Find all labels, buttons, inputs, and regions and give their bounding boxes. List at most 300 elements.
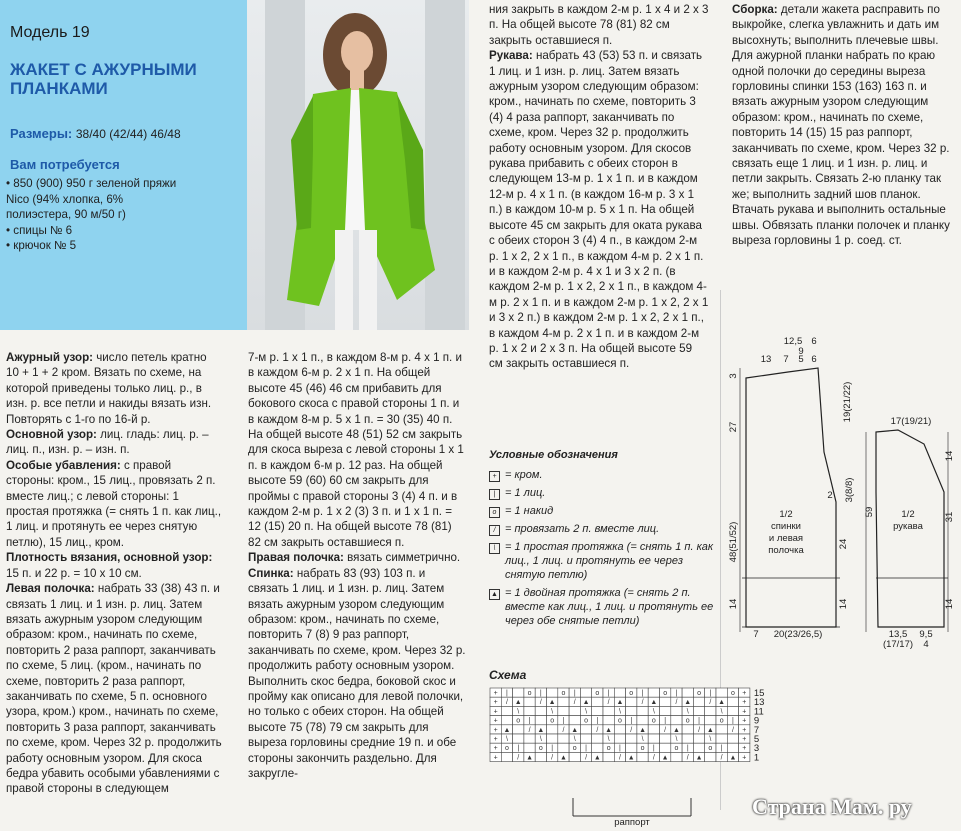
scheme-stitch-mark: | [517,745,520,753]
paragraph-heading: Плотность вязания, основной узор: [6,551,213,565]
scheme-stitch-mark: \ [652,708,655,716]
scheme-stitch-mark: o [663,690,668,697]
scheme-stitch-mark: / [720,754,723,762]
scheme-cell [660,734,671,743]
legend-text: = 1 накид [505,505,554,517]
scheme-row-label: 7 [753,724,760,736]
scheme-cell [547,688,558,697]
scheme-stitch-mark: \ [641,736,644,743]
paragraph-text: 15 п. и 22 р. = 10 х 10 см. [6,566,142,580]
pattern-dimension: 19(21/22) [842,381,853,423]
scheme-stitch-mark: / [585,754,588,762]
scheme-stitch-mark: / [551,754,554,762]
scheme-stitch-mark: ▲ [605,726,613,734]
pattern-dimension: 12,5 [783,336,803,347]
text-column-2 [248,350,466,781]
scheme-stitch-mark: ▲ [718,699,726,707]
needs-item: • 850 (900) 950 г зеленой пряжи [6,177,177,190]
scheme-stitch-mark: | [720,745,723,753]
legend-items [489,468,714,628]
scheme-cell [626,743,637,752]
scheme-cell [727,743,738,752]
scheme-stitch-mark: | [506,690,508,697]
model-number: Модель 19 [10,24,90,41]
pattern-dimension: и левая [768,533,804,544]
text-column-4 [732,2,954,249]
scheme-stitch-mark: o [697,690,702,697]
scheme-stitch-mark: | [630,717,633,725]
scheme-stitch-mark: ▲ [684,699,692,707]
scheme-edge-mark: + [742,754,747,762]
needs-item: Nico (94% хлопка, 6% [6,192,124,206]
sizes-value: 38/40 (42/44) 46/48 [75,127,181,141]
scheme-row-label: 9 [753,715,760,727]
scheme-stitch-mark: | [528,717,531,725]
scheme-cell [603,752,614,761]
scheme-stitch-mark: o [640,745,645,753]
scheme-cell [569,706,580,715]
scheme-cell [513,725,524,734]
scheme-cell [705,706,716,715]
pattern-dimension: 31 [944,511,955,523]
paragraph [248,550,466,565]
scheme-stitch-mark: o [504,745,509,753]
paragraph-heading: Рукава: [489,49,533,63]
paragraph-text: набрать 33 (38) 43 п. и связать 1 лиц. и 1 изн. р. лиц. Затем вязать ажурным узором следующим образом: кром., начинать по схеме, повторить 2 раза раппорт, заканчивать по схеме, 5 лиц. (кром., начинать по схеме, повторить 2 раза раппорт, заканчивать по схеме, 5 п. основного узора, кром.) кром., начинать по схеме, повторить 3 раза раппорт, заканчивать по схеме, кром. Через 32 р. продолжить работу основным узором. Для скоса бедра убавить особыми убавлениями с правой стороны в следующем [6,582,222,796]
scheme-cell [580,688,591,697]
scheme-row-label: 1 [753,752,760,764]
scheme-stitch-mark: | [562,717,565,725]
scheme-cell [682,725,693,734]
scheme-cell [705,752,716,761]
scheme-cell [727,734,738,743]
scheme-stitch-mark: / [675,699,678,707]
text-column-1 [6,350,222,797]
scheme-cell [535,706,546,715]
scheme-stitch-mark: | [551,745,554,753]
scheme-stitch-mark: o [730,690,735,697]
pattern-dimension: 3 [728,373,739,379]
legend-symbol-icon: ▲ [489,589,500,600]
scheme-stitch-mark: | [619,745,621,753]
paragraph-heading: Ажурный узор: [6,351,94,364]
scheme-stitch-mark: o [561,690,566,697]
scheme-cell [693,697,704,706]
scheme-cell [547,734,558,743]
pattern-dimension: 14 [838,598,849,610]
scheme-stitch-mark: \ [551,708,554,716]
pattern-dimension: 4 [923,639,929,650]
scheme-cell [626,734,637,743]
scheme-stitch-mark: o [527,690,532,697]
scheme-stitch-mark: ▲ [593,754,601,762]
scheme-cell [547,725,558,734]
back-piece-outline [746,368,836,627]
scheme-stitch-mark: ▲ [503,726,511,734]
legend-text: = кром. [505,469,543,481]
legend-item [489,522,714,536]
sizes-label: Размеры: [10,126,73,141]
paragraph-heading: Особые убавления: [6,458,121,472]
pattern-dimension: 6 [811,336,817,347]
scheme-stitch-mark: o [685,717,690,725]
scheme-cell [524,734,535,743]
scheme-stitch-mark: / [698,726,701,734]
scheme-stitch-mark: o [708,745,713,753]
pattern-dimension: 9 [798,346,804,357]
pattern-dimension: 7 [753,629,759,640]
paragraph [248,566,466,782]
scheme-cell [614,734,625,743]
scheme-edge-mark: + [493,717,498,725]
scheme-stitch-mark: o [595,690,600,697]
scheme-stitch-mark: o [550,717,555,725]
text-column-3 [489,2,709,372]
legend-symbol-icon: \ [489,543,500,554]
pattern-dimension: 27 [728,421,739,433]
scheme-stitch-mark: o [606,745,611,753]
scheme-stitch-mark: ▲ [616,699,624,707]
scheme-edge-mark: + [493,699,498,707]
scheme-cell [637,706,648,715]
legend-item [489,468,714,482]
scheme-stitch-mark: \ [573,736,576,743]
pattern-dimension: 9,5 [919,629,933,640]
scheme-cell [569,716,580,725]
scheme-stitch-mark: / [618,754,621,762]
scheme-stitch-mark: | [686,745,689,753]
scheme-stitch-mark: | [641,690,644,697]
info-panel [0,0,247,330]
scheme-cell [558,734,569,743]
scheme-stitch-mark: ▲ [548,699,556,707]
scheme-cell [626,697,637,706]
page-title [10,60,197,98]
pattern-dimension: полочка [768,545,804,556]
scheme-cell [558,706,569,715]
scheme-cell [648,734,659,743]
pattern-dimension: 59 [864,506,875,518]
legend-item [489,540,714,582]
scheme-edge-mark: + [742,726,747,734]
scheme-stitch-mark: | [664,717,667,725]
legend-item [489,504,714,518]
pattern-dimension: 14 [944,450,955,462]
needs-item: • спицы № 6 [6,223,73,237]
scheme-stitch-mark: o [629,690,634,697]
scheme-stitch-mark: ▲ [571,726,579,734]
scheme-stitch-mark: / [539,699,542,707]
scheme-stitch-mark: o [719,717,724,725]
scheme-stitch-mark: | [596,717,599,725]
paragraph-text: с правой стороны: кром., 15 лиц., провязать 2 п. вместе лиц.; с левой стороны: 1 простая протяжка (= снять 1 п. как лиц., 1 лиц. и протянуть ее через снятую петлю), 15 лиц., кром. [6,458,222,549]
sizes [10,126,181,141]
scheme-cell [501,706,512,715]
scheme-edge-mark: + [493,754,498,762]
scheme-stitch-mark: o [572,745,577,753]
scheme-cell [648,688,659,697]
scheme-cell [501,716,512,725]
scheme-stitch-mark: o [617,717,622,725]
paragraph [6,458,222,550]
scheme-stitch-mark: | [573,690,576,697]
scheme-stitch-mark: \ [539,736,542,743]
scheme-stitch-mark: \ [585,708,588,716]
pattern-dimension: 1/2 [901,509,915,520]
paragraph-text: детали жакета расправить по выкройке, слегка увлажнить и дать им высохнуть; выполнить плечевые швы. Для ажурной планки набрать по краю одной полочки до середины выреза горловины спинки 153 (163) 163 п. и вязать ажурным узором следующим образом: кром., начинать по схеме, повторить 14 (15) 15 раз раппорт, заканчивать по схеме, кром. Через 32 р. связать еще 1 лиц. и 1 изн. р. лиц. и петли закрыть. Связать 2-ю планку так же; выполнить задний шов планок. Втачать рукава и выполнить остальные швы. Обвязать планки полочек и планку выреза горловины 1 р. соед. ст. [732,3,950,248]
scheme-cell [693,734,704,743]
scheme-cell [716,734,727,743]
paragraph [6,581,222,797]
paragraph-text: вязать симметрично. [343,551,461,565]
scheme-stitch-mark: | [585,745,587,753]
scheme-edge-mark: + [493,690,498,697]
scheme-row-label: 15 [753,688,765,699]
scheme-stitch-mark: \ [686,708,689,716]
legend-text: = провязать 2 п. вместе лиц. [505,523,660,535]
scheme-stitch-mark: \ [675,736,678,743]
paragraph [248,350,466,550]
knitting-scheme [488,686,780,826]
paragraph-heading: Правая полочка: [248,551,344,565]
scheme-stitch-mark: ▲ [729,754,737,762]
scheme-stitch-mark: / [686,754,689,762]
scheme-stitch-mark: / [596,726,599,734]
scheme-stitch-mark: \ [709,736,712,743]
legend-text: = 1 простая протяжка (= снять 1 п. как лиц., 1 лиц. и протянуть ее через снятую петлю) [505,541,714,581]
scheme-stitch-mark: o [651,717,656,725]
scheme-stitch-mark: ▲ [582,699,590,707]
watermark [752,794,912,820]
scheme-cell [513,734,524,743]
scheme-stitch-mark: o [584,717,589,725]
paragraph-text: набрать 83 (93) 103 п. и связать 1 лиц. и 1 изн. р. лиц. Затем вязать ажурным узором следующим образом: кром., начинать по схеме, повторить 7 (8) 9 раз раппорт, заканчивать по схеме, кром. Через 32 р. продолжить работу основным узором. Выполнить скос бедра, боковой скос и пройму как описано для левой полочки, но только с обеих сторон. На общей высоте 75 (78) 79 см закрыть для выреза горловины средние 19 п. и обе стороны закончить раздельно. Для закругле- [248,566,466,780]
scheme-cell [592,697,603,706]
scheme-cell [682,734,693,743]
scheme-stitch-mark: / [709,699,712,707]
title-line-2: ПЛАНКАМИ [10,79,108,98]
scheme-cell [569,752,580,761]
pattern-dimension: 13 [760,354,772,365]
paragraph-text: лиц. гладь: лиц. р. – лиц. п., изн. р. – изн. п. [6,428,209,457]
scheme-stitch-mark: \ [517,708,520,716]
scheme-stitch-mark: o [538,745,543,753]
scheme-cell [693,743,704,752]
needs-item: • крючок № 5 [6,239,77,252]
scheme-edge-mark: + [493,745,498,753]
pattern-dimension: 6 [811,354,817,365]
pattern-dimension: 20(23/26,5) [773,629,823,640]
scheme-stitch-mark: ▲ [514,699,522,707]
scheme-cell [614,688,625,697]
scheme-stitch-mark: | [675,690,678,697]
scheme-stitch-mark: ▲ [627,754,635,762]
scheme-cell [637,716,648,725]
scheme-cell [660,743,671,752]
scheme-cell [592,734,603,743]
scheme-cell [524,743,535,752]
scheme-cell [614,725,625,734]
scheme-cell [727,706,738,715]
legend-item [489,586,714,628]
scheme-stitch-mark: / [573,699,576,707]
legend-symbol-icon: | [489,489,500,500]
scheme-cell [671,752,682,761]
scheme-cell [535,752,546,761]
scheme-cell [580,734,591,743]
scheme-stitch-mark: \ [720,708,723,716]
scheme-cell [603,706,614,715]
scheme-stitch-mark: o [674,745,679,753]
scheme-cell [648,725,659,734]
scheme-cell [592,706,603,715]
scheme-edge-mark: + [493,708,498,716]
paragraph-heading: Левая полочка: [6,582,95,596]
scheme-cell [558,743,569,752]
title-line-1: ЖАКЕТ С АЖУРНЫМИ [10,60,197,79]
scheme-stitch-mark: | [698,717,700,725]
scheme-edge-mark: + [742,708,747,716]
legend-text: = 1 двойная протяжка (= снять 2 п. вместе как лиц., 1 лиц. и протянуть ее через обе снятые петли) [505,587,714,627]
scheme-cell [524,697,535,706]
scheme-row-label: 13 [753,697,765,709]
paragraph [489,2,709,48]
paragraph-heading: Спинка: [248,566,294,580]
scheme-cell [727,697,738,706]
scheme-stitch-mark: ▲ [672,726,680,734]
scheme-row-label: 3 [753,743,760,755]
scheme-stitch-mark: / [731,726,734,734]
scheme-edge-mark: + [742,717,747,725]
paragraph [732,2,954,249]
scheme-stitch-mark: \ [618,708,621,716]
paragraph [6,427,222,458]
watermark-text: Страна Мам [752,794,878,819]
scheme-cell [580,725,591,734]
scheme-cell [671,706,682,715]
paragraph-heading: Сборка: [732,3,778,16]
legend-title: Условные обозначения [489,449,618,461]
scheme-stitch-mark: | [539,690,542,697]
pattern-dimension: (17/17) [882,639,914,650]
scheme-stitch-mark: | [652,745,655,753]
scheme-stitch-mark: ▲ [661,754,669,762]
paragraph [6,550,222,581]
scheme-stitch-mark: ▲ [537,726,545,734]
scheme-cell [660,697,671,706]
scheme-stitch-mark: ▲ [706,726,714,734]
jacket-figure [247,0,469,330]
scheme-stitch-mark: / [562,726,565,734]
scheme-stitch-mark: | [732,717,734,725]
scheme-edge-mark: + [742,736,747,743]
legend-symbol-icon: / [489,525,500,536]
legend [489,448,714,632]
scheme-cell [682,688,693,697]
scheme-stitch-mark: o [516,717,521,725]
scheme-edge-mark: + [493,736,498,743]
scheme-edge-mark: + [742,745,747,753]
watermark-suffix: . ру [877,794,912,819]
scheme-grid [488,686,780,826]
pattern-dimension: 3(8/8) [844,477,855,503]
garment-pattern [726,332,955,650]
legend-symbol-icon: o [489,507,500,518]
scheme-stitch-mark: / [517,754,520,762]
scheme-stitch-mark: ▲ [559,754,567,762]
scheme-stitch-mark: / [630,726,633,734]
pattern-dimension: 14 [944,598,955,610]
pattern-dimension: спинки [771,521,801,532]
scheme-cell [637,752,648,761]
paragraph-text: 7-м р. 1 х 1 п., в каждом 8-м р. 4 х 1 п. и в каждом 6-м р. 2 х 1 п. На общей высоте 45 (46) 46 см прибавить для бокового скоса с правой стороны 1 п. и в каждом 8-м р. 5 х 1 п. = 30 (35) 40 п. На общей высоте 48 (51) 52 см закрыть для скоса выреза с левой стороны 1 х 1 п. в каждом 6-м р. 12 раз. На общей высоте 59 (60) 60 см закрыть для проймы с правой стороны 3 (4) 4 п. и в каждом 2-м р. 1 х 2 (3) 3 п. и 1 х 1 п. = 12 (15) 20 п. На общей высоте 78 (81) 82 см закрыть оставшиеся п. [248,351,464,549]
scheme-stitch-mark: \ [607,736,610,743]
scheme-stitch-mark: | [709,690,712,697]
paragraph [489,48,709,372]
pattern-dimension: 14 [728,598,739,610]
paragraph-text: число петель кратно 10 + 1 + 2 кром. Вязать по схеме, на которой приведены только лиц. р., в изн. р. все петли и накиды вязать изн. Повторять с 1-го по 16-й р. [6,351,212,426]
legend-text: = 1 лиц. [505,487,546,499]
scheme-cell [513,688,524,697]
scheme-cell [716,725,727,734]
pattern-dimension: 48(51/52) [728,521,739,563]
legend-symbol-icon: + [489,471,500,482]
scheme-stitch-mark: / [505,699,508,707]
scheme-stitch-mark: / [641,699,644,707]
scheme-row-label: 5 [753,734,760,745]
scheme-stitch-mark: | [607,690,610,697]
scheme-stitch-mark: \ [505,736,508,743]
paragraph-text: набрать 43 (53) 53 п. и связать 1 лиц. и 1 изн. р. лиц. Затем вязать ажурным узором следующим образом: кром., начинать по схеме, повторить 3 (4) 4 раза раппорт, заканчивать по схеме, кром. Через 32 р. продолжить работу основным узором. Для скосов рукава прибавить с обеих сторон в следующем 13-м р. 1 х 1 п. и в каждом 12-м р. 4 х 1 п. (в каждом 16-м р. 3 х 1 п.) в каждом 10-м р. 5 х 1 п. На общей высоте 45 см закрыть для оката рукава с обеих сторон 3 (4) 4 п., в каждом 2-м р. 1 х 2, 2 х 1 п., в каждом 4-м р. 2 х 1 п. и в каждом 2-м р. 4 х 1 и 3 х 2 п. (в каждом 2-м р. 1 х 2, 2 х 1 п., в каждом 4-м р. 2 х 1 п. и в каждом 2-м р. 1 х 2, 2 х 1 и 3 х 2 п.) в каждом 2-м р. 1 х 2, 2 х 1 п., в каждом 4-м р. 2 х 1 п. и в каждом 2-м р. 1 х 2 и 2 х 3 п. На общей высоте 59 см закрыть оставшиеся п. [489,49,709,371]
paragraph [6,350,222,427]
scheme-edge-mark: + [742,699,747,707]
scheme-stitch-mark: ▲ [526,754,534,762]
pattern-dimension: 7 [783,354,789,365]
scheme-stitch-mark: / [652,754,655,762]
scheme-cell [524,706,535,715]
scheme-cell [671,716,682,725]
scheme-cell [535,716,546,725]
scheme-row-label: 11 [753,706,764,718]
scheme-cell [501,752,512,761]
scheme-edge-mark: + [493,726,498,734]
rapport-label: раппорт [614,817,650,828]
legend-item [489,486,714,500]
pattern-dimension: 24 [838,538,849,550]
pattern-dimension: 13,5 [888,629,908,640]
scheme-cell [558,697,569,706]
needs-item: полиэстера, 90 м/50 г) [6,208,126,221]
needs-list [6,176,176,254]
pattern-dimension: 17(19/21) [890,416,932,427]
scheme-stitch-mark: / [664,726,667,734]
scheme-edge-mark: + [742,690,747,697]
scheme-stitch-mark: ▲ [650,699,658,707]
scheme-stitch-mark: ▲ [695,754,703,762]
scheme-cell [626,706,637,715]
paragraph-heading: Основной узор: [6,428,97,442]
scheme-stitch-mark: ▲ [639,726,647,734]
scheme-cell [716,688,727,697]
scheme-cell [660,706,671,715]
needs-title: Вам потребуется [10,157,120,172]
pattern-dimension: 1/2 [779,509,793,520]
paragraph-text: ния закрыть в каждом 2-м р. 1 х 4 и 2 х 3 п. На общей высоте 78 (81) 82 см закрыть оставшиеся п. [489,3,709,47]
scheme-stitch-mark: / [528,726,531,734]
scheme-cell [603,716,614,725]
pattern-dimension: рукава [893,521,923,532]
scheme-cell [592,743,603,752]
